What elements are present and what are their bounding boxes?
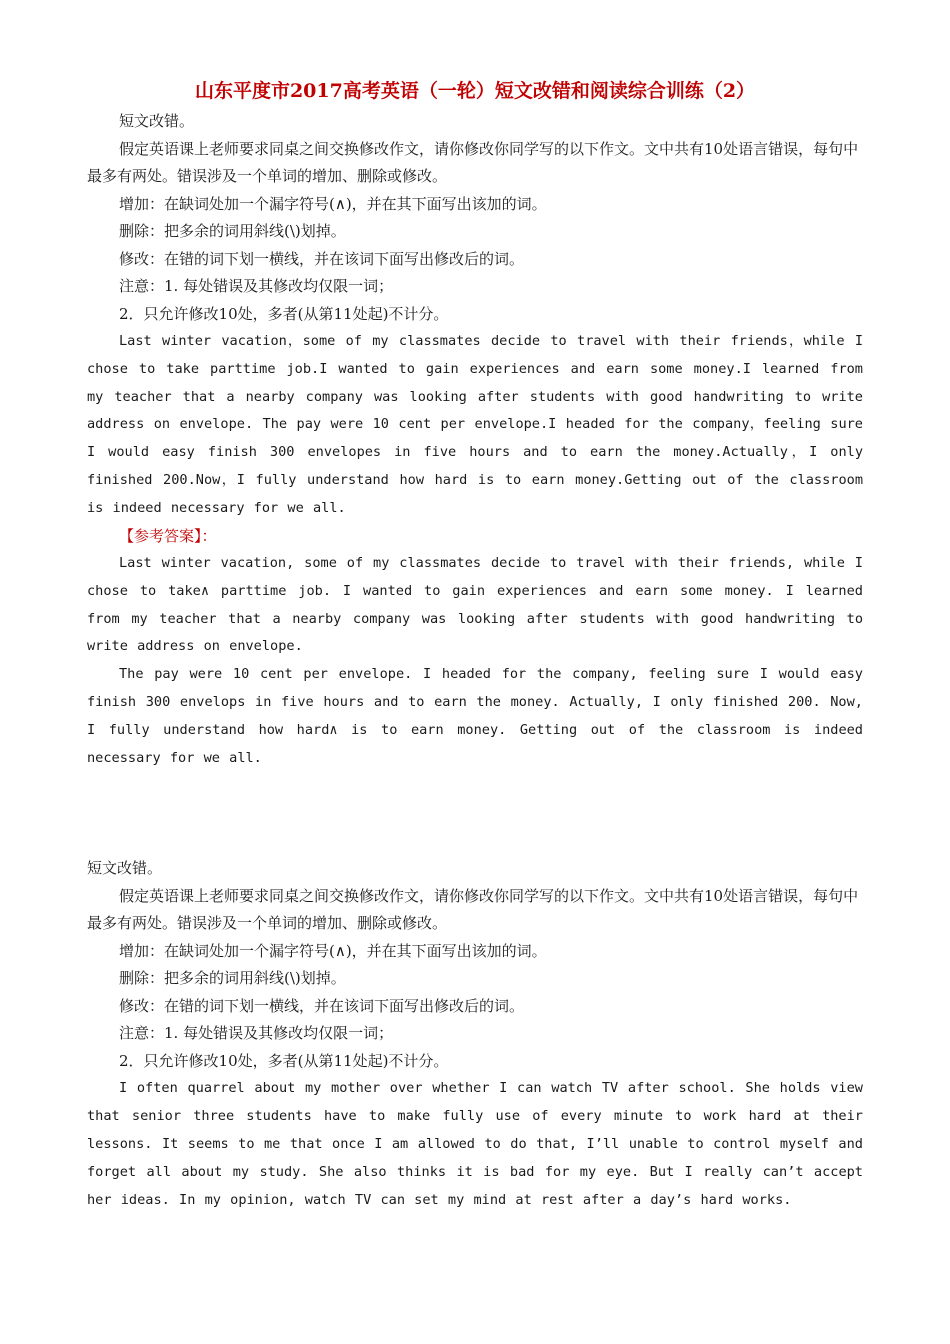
section2-instruction-intro: 假定英语课上老师要求同桌之间交换修改作文，请你修改你同学写的以下作文。文中共有10处语言错误，每句中最多有两处。错误涉及一个单词的增加、删除或修改。 xyxy=(87,886,859,933)
section1-instruction-intro: 假定英语课上老师要求同桌之间交换修改作文，请你修改你同学写的以下作文。文中共有10处语言错误，每句中最多有两处。错误涉及一个单词的增加、删除或修改。 xyxy=(87,139,859,185)
section1-instruction-modify: 修改：在错的词下划一横线，并在该词下面写出修改后的词。 xyxy=(119,249,525,268)
section2-passage: I often quarrel about my mother over whether I can watch TV after school. She holds view that senior three students have to make fully use of every minute to work hard at their lessons. It seems to me that once I am allowed to do that, I’ll unable to control myself and forget all about my study. She also thinks it is bad for my eye. But I really can’t accept her ideas. In my opinion, watch TV can set my mind at rest after a day’s hard works. xyxy=(87,1080,863,1208)
section2-instruction-delete: 删除：把多余的词用斜线(\)划掉。 xyxy=(119,969,346,988)
section2-instruction-note2: 2．只允许修改10处，多者(从第11处起)不计分。 xyxy=(119,1051,449,1070)
section1-instruction-note1: 注意：1. 每处错误及其修改均仅限一词； xyxy=(119,277,394,295)
section1-heading: 短文改错。 xyxy=(119,112,195,130)
section1-passage: Last winter vacation，some of my classmates decide to travel with their friends，while I chose to take parttime job.I wanted to gain experiences and earn some money.I learned from my teacher that a nearby company was looking after students with good handwriting to write address on envelope. The pay were 10 cent per envelope.I headed for the company，feeling sure I would easy finish 300 envelopes in five hours and to earn the money.Actually，I only finished 200.Now，I fully understand how hard is to earn money.Getting out of the classroom is indeed necessary for we all. xyxy=(87,333,863,516)
answer-label: 【参考答案】： xyxy=(119,526,217,545)
answer-paragraph-2: The pay were 10 cent per envelope. I headed for the company, feeling sure I would easy finish 300 envelops in five hours and to earn the money. Actually, I only finished 200. Now, I fully understand how hard∧ is to earn money. Getting out of the classroom is indeed necessary for we all. xyxy=(87,666,863,766)
section1-instruction-add: 增加：在缺词处加一个漏字符号(∧)，并在其下面写出该加的词。 xyxy=(119,194,547,213)
document-page xyxy=(87,76,863,1214)
section2-instruction-note1: 注意：1. 每处错误及其修改均仅限一词； xyxy=(119,1024,394,1043)
section2-instruction-modify: 修改：在错的词下划一横线，并在该词下面写出修改后的词。 xyxy=(119,996,525,1015)
section1-instruction-note2: 2．只允许修改10处，多者(从第11处起)不计分。 xyxy=(119,304,449,323)
section-spacer xyxy=(87,772,863,855)
document-title: 山东平度市2017高考英语（一轮）短文改错和阅读综合训练（2） xyxy=(194,80,756,102)
section1-instruction-delete: 删除：把多余的词用斜线(\)划掉。 xyxy=(119,222,346,240)
section2-instruction-add: 增加：在缺词处加一个漏字符号(∧)，并在其下面写出该加的词。 xyxy=(119,941,547,960)
answer-paragraph-1: Last winter vacation, some of my classmates decide to travel with their friends, while I chose to take∧ parttime job. I wanted to gain experiences and earn some money. I learned from my teacher that a nearby company was looking after students with good handwriting to write address on envelope. xyxy=(87,555,863,655)
section2-heading: 短文改错。 xyxy=(87,859,163,878)
